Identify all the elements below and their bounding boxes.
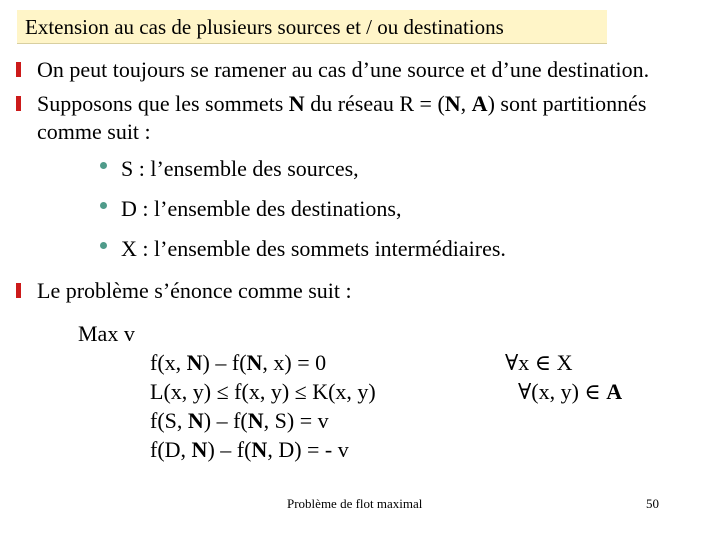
bold-n: N (251, 437, 268, 462)
sub-bullet-dot-icon (100, 202, 107, 209)
bullet-2-line-1 (37, 90, 646, 118)
text: ) – f( (207, 437, 252, 462)
bold-a: A (606, 379, 623, 404)
bold-a: A (471, 91, 488, 116)
bold-n: N (187, 408, 204, 433)
bullet-2-line-2: comme suit : (37, 119, 151, 144)
text: f(S, (150, 408, 188, 433)
constraint-sources (150, 407, 329, 435)
constraint-conservation (150, 349, 326, 377)
text: , S) = v (263, 408, 329, 433)
bullet-marker-icon (16, 283, 21, 298)
quantifier-arcs (518, 378, 622, 406)
bold-n: N (288, 91, 305, 116)
bold-n: N (186, 350, 203, 375)
text: ) – f( (203, 408, 248, 433)
sub-bullet-dot-icon (100, 162, 107, 169)
text: Supposons que les sommets (37, 91, 289, 116)
text: ) – f( (202, 350, 247, 375)
text: ) sont partitionnés (487, 91, 647, 116)
bold-n: N (191, 437, 208, 462)
bold-n: N (247, 408, 264, 433)
text: f(x, (150, 350, 187, 375)
page-number: 50 (646, 496, 659, 511)
text: du réseau R = ( (304, 91, 445, 116)
bold-n: N (246, 350, 263, 375)
quantifier-x: ∀x ∈ X (505, 350, 573, 375)
sub-bullet-destinations: D : l’ensemble des destinations, (121, 196, 402, 221)
bullet-marker-icon (16, 62, 21, 77)
bullet-3: Le problème s’énonce comme suit : (37, 278, 352, 303)
text: , x) = 0 (262, 350, 327, 375)
constraint-destinations (150, 436, 349, 464)
sub-bullet-sources: S : l’ensemble des sources, (121, 156, 359, 181)
slide-title: Extension au cas de plusieurs sources et / ou destinations (17, 10, 607, 44)
sub-bullet-dot-icon (100, 242, 107, 249)
bullet-1: On peut toujours se ramener au cas d’une source et d’une destination. (37, 57, 650, 82)
bullet-marker-icon (16, 96, 21, 111)
text: , D) = - v (267, 437, 349, 462)
objective: Max v (78, 321, 135, 346)
sub-bullet-intermediates: X : l’ensemble des sommets intermédiaires. (121, 236, 506, 261)
bold-n: N (444, 91, 461, 116)
text: , (460, 91, 472, 116)
constraint-bounds: L(x, y) ≤ f(x, y) ≤ K(x, y) (150, 379, 376, 404)
footer-title: Problème de flot maximal (287, 496, 423, 511)
text: f(D, (150, 437, 192, 462)
text: ∀(x, y) ∈ (518, 379, 607, 404)
